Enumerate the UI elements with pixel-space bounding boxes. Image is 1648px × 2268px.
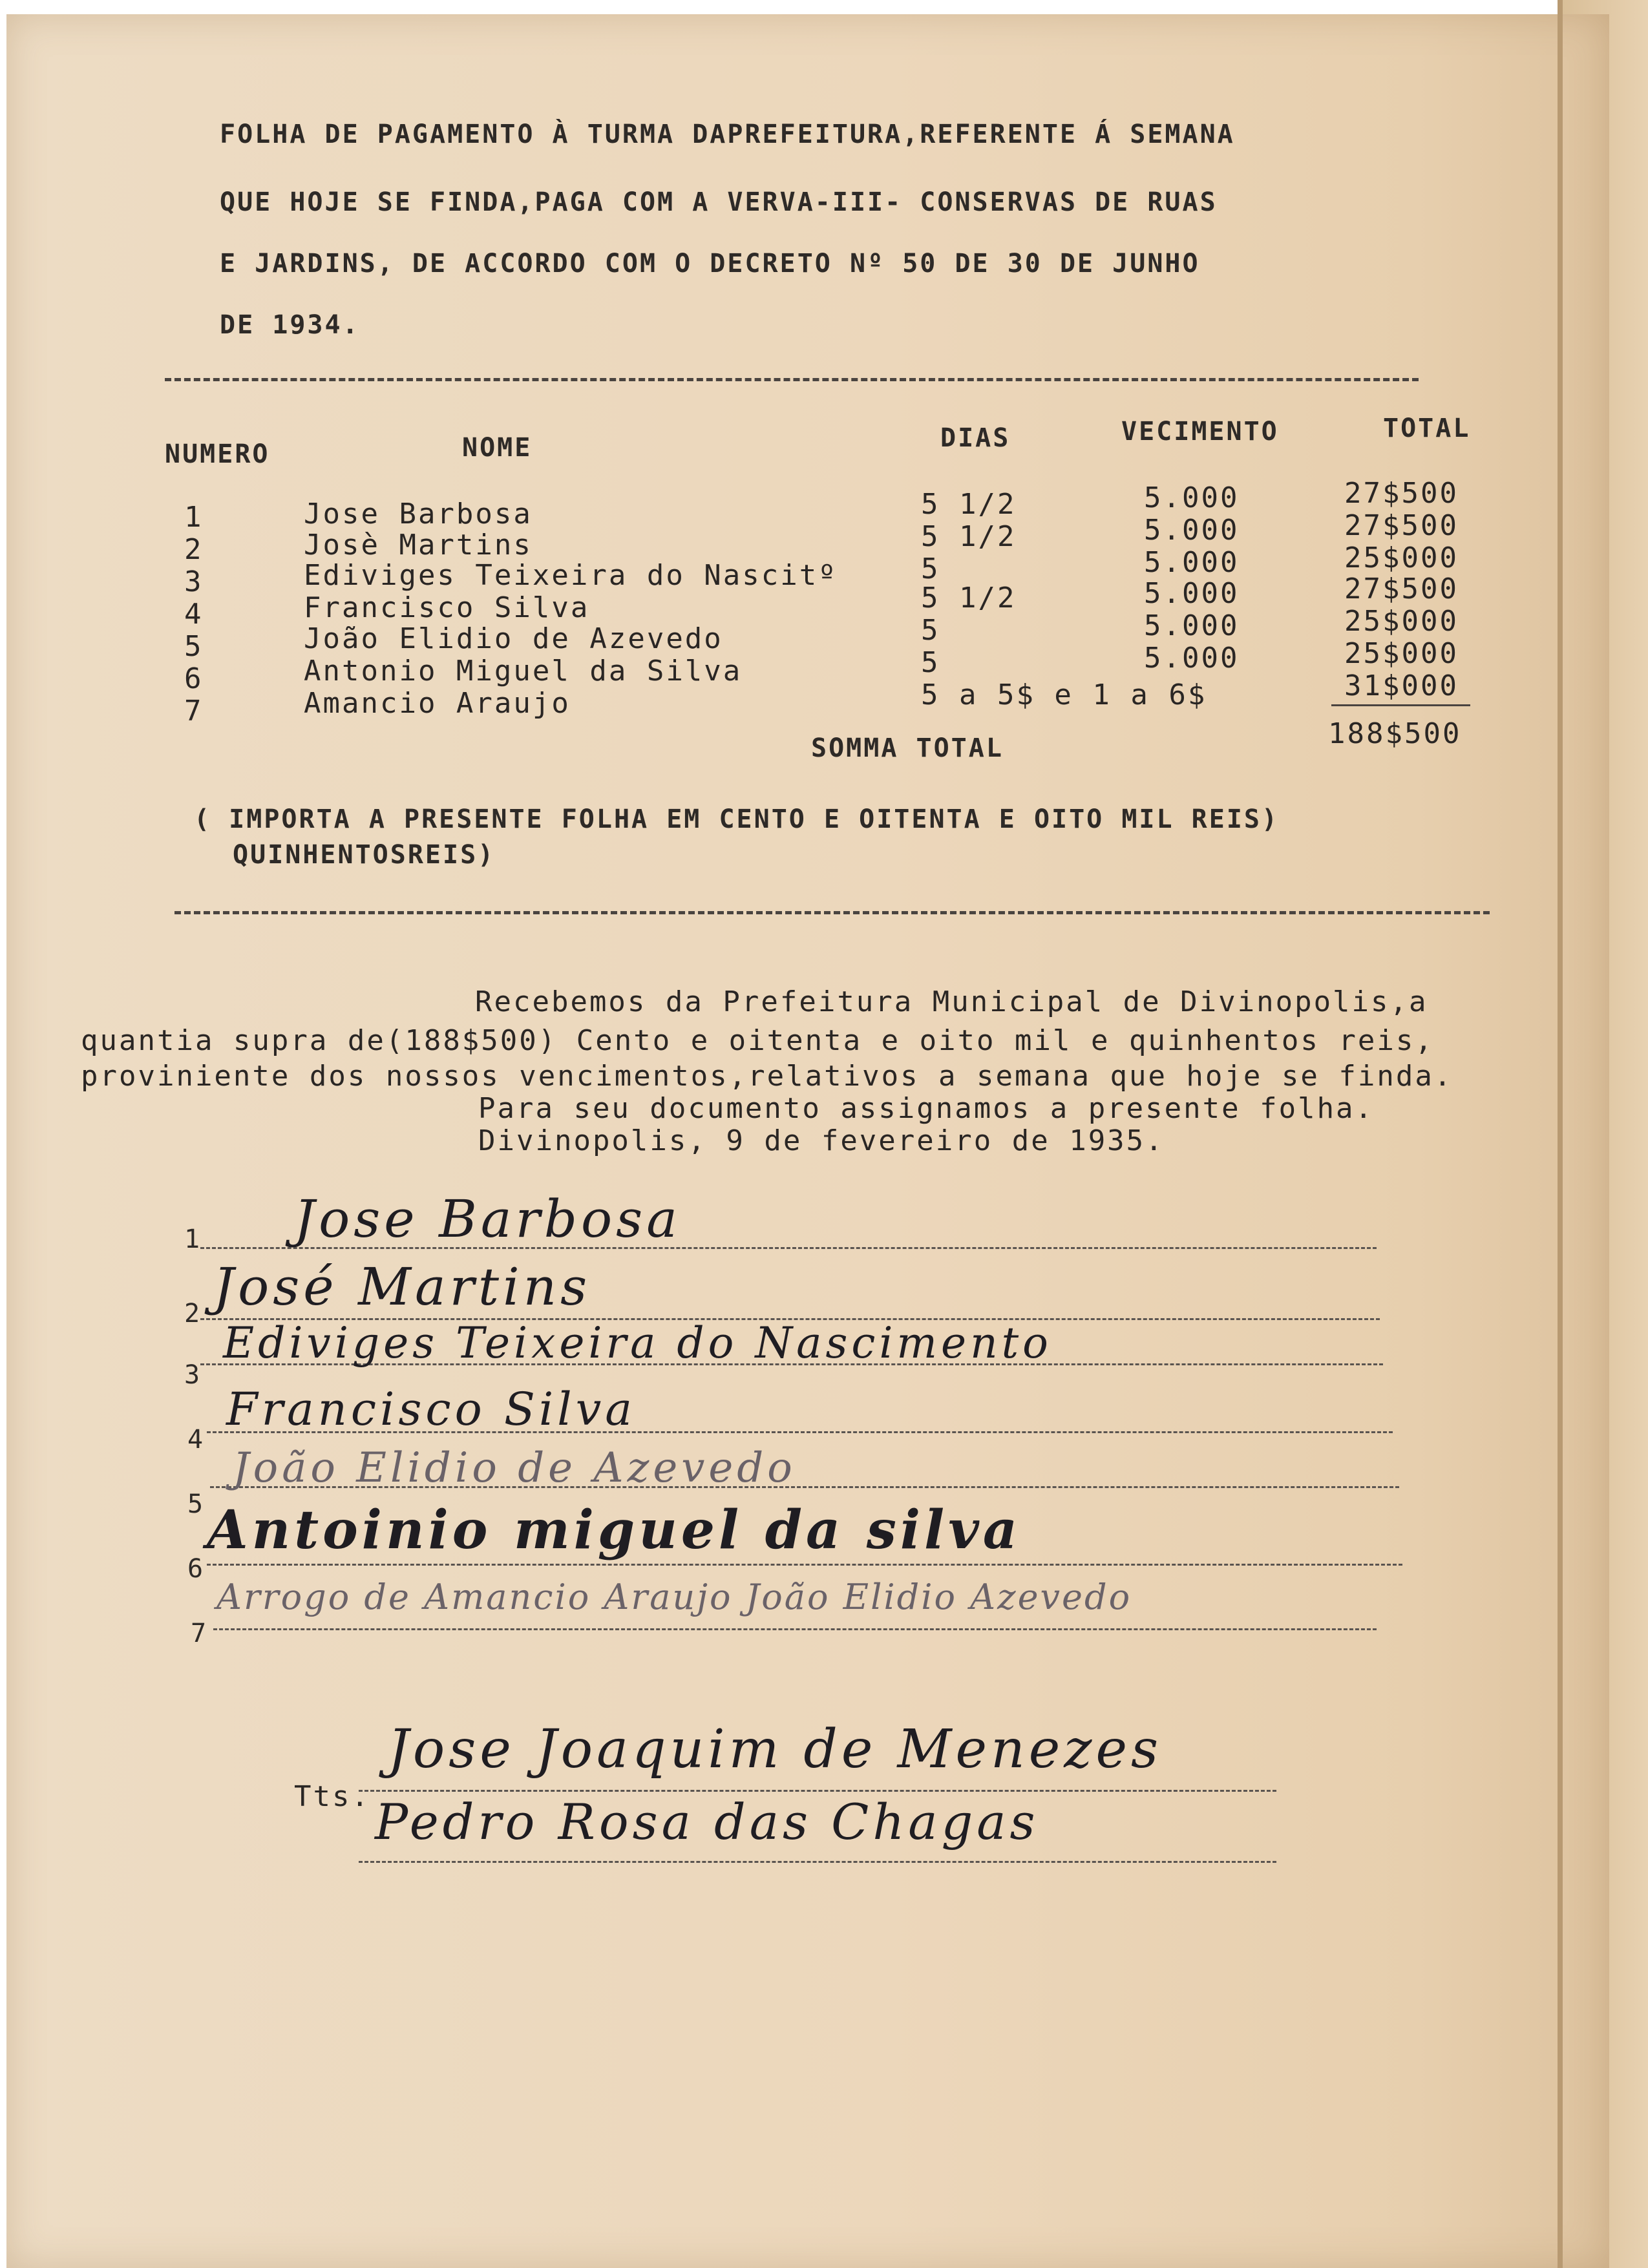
row-number: 4 [184, 598, 204, 631]
signature-handwritten: Antoinio miguel da silva [207, 1499, 1021, 1561]
signature-handwritten: Francisco Silva [226, 1383, 636, 1436]
signature-handwritten: Jose Barbosa [294, 1189, 681, 1249]
signature-number: 7 [191, 1619, 207, 1648]
header-line-4: DE 1934. [220, 310, 360, 340]
receipt-line-4: Para seu documento assignamos a presente folha. [478, 1092, 1375, 1125]
row-name: Josè Martins [304, 529, 533, 562]
importa-line-2: QUINHENTOSREIS) [233, 840, 496, 870]
witness-line [359, 1861, 1276, 1863]
row-name: Amancio Araujo [304, 687, 571, 720]
row-vencimento: 5.000 [1144, 514, 1240, 547]
row-name: João Elidio de Azevedo [304, 622, 723, 655]
row-name: Antonio Miguel da Silva [304, 655, 743, 688]
row-number: 2 [184, 533, 204, 566]
signature-number: 6 [187, 1554, 204, 1584]
signature-handwritten: Ediviges Teixeira do Nascimento [223, 1318, 1052, 1368]
page-fold [1558, 0, 1563, 2268]
header-line-3: E JARDINS, DE ACCORDO COM O DECRETO Nº 50 DE 30 DE JUNHO [220, 249, 1200, 278]
witness-line [359, 1790, 1276, 1792]
receipt-line-1: Recebemos da Prefeitura Municipal de Divinopolis,a [475, 985, 1428, 1018]
col-header-total: TOTAL [1383, 414, 1471, 443]
row-dias: 5 [921, 552, 940, 585]
row-total: 27$500 [1344, 572, 1459, 605]
signature-handwritten: Arrogo de Amancio Araujo João Elidio Azevedo [217, 1577, 1132, 1617]
col-header-nome: NOME [462, 433, 533, 463]
signature-number: 5 [187, 1489, 204, 1519]
row-number: 7 [184, 695, 204, 728]
row-total: 25$000 [1344, 637, 1459, 670]
row-dias: 5 1/2 [921, 488, 1017, 521]
divider-bottom [174, 911, 1490, 914]
row-vencimento: 5.000 [1144, 609, 1240, 642]
receipt-line-3: proviniente dos nossos vencimentos,relativos a semana que hoje se finda. [81, 1060, 1453, 1093]
row-name: Francisco Silva [304, 591, 590, 624]
receipt-line-5: Divinopolis, 9 de fevereiro de 1935. [478, 1124, 1165, 1157]
row-vencimento: 5.000 [1144, 642, 1240, 675]
sum-label: SOMMA TOTAL [811, 733, 1004, 763]
row-number: 1 [184, 501, 204, 534]
row-dias: 5 1/2 [921, 520, 1017, 553]
row-total: 27$500 [1344, 509, 1459, 542]
row-number: 6 [184, 662, 204, 695]
witness-signature: Jose Joaquim de Menezes [388, 1719, 1163, 1780]
signature-handwritten: José Martins [213, 1257, 591, 1317]
row-number: 5 [184, 630, 204, 663]
col-header-numero: NUMERO [165, 439, 270, 469]
signature-number: 2 [184, 1299, 200, 1328]
signature-line [207, 1564, 1402, 1566]
signature-handwritten: João Elidio de Azevedo [233, 1444, 796, 1492]
header-line-1: FOLHA DE PAGAMENTO À TURMA DAPREFEITURA,REFERENTE Á SEMANA [220, 120, 1235, 149]
divider-top [165, 378, 1419, 381]
row-total: 25$000 [1344, 605, 1459, 638]
row-name: Ediviges Teixeira do Nascitº [304, 559, 838, 592]
receipt-line-2: quantia supra de(188$500) Cento e oitenta e oito mil e quinhentos reis, [81, 1024, 1434, 1057]
row-total: 25$000 [1344, 541, 1459, 574]
sum-value: 188$500 [1328, 717, 1462, 750]
signature-number: 1 [184, 1224, 200, 1254]
row-dias: 5 1/2 [921, 582, 1017, 614]
row-number: 3 [184, 565, 204, 598]
row-vencimento: 5.000 [1144, 546, 1240, 579]
importa-line-1: ( IMPORTA A PRESENTE FOLHA EM CENTO E OITENTA E OITO MIL REIS) [194, 804, 1280, 834]
row-total: 31$000 [1344, 669, 1459, 702]
col-header-vencimento: VECIMENTO [1121, 417, 1279, 446]
signature-number: 4 [187, 1425, 204, 1454]
row-dias: 5 [921, 614, 940, 647]
row-dias: 5 a 5$ e 1 a 6$ [921, 678, 1207, 711]
total-underline [1331, 704, 1470, 706]
row-vencimento: 5.000 [1144, 481, 1240, 514]
row-total: 27$500 [1344, 477, 1459, 510]
row-name: Jose Barbosa [304, 498, 533, 530]
col-header-dias: DIAS [940, 423, 1011, 453]
row-dias: 5 [921, 646, 940, 679]
signature-number: 3 [184, 1360, 200, 1390]
header-line-2: QUE HOJE SE FINDA,PAGA COM A VERVA-III- CONSERVAS DE RUAS [220, 187, 1218, 217]
witness-signature: Pedro Rosa das Chagas [375, 1793, 1039, 1851]
witness-label: Tts. [294, 1780, 370, 1813]
signature-line [213, 1628, 1377, 1630]
row-vencimento: 5.000 [1144, 577, 1240, 610]
